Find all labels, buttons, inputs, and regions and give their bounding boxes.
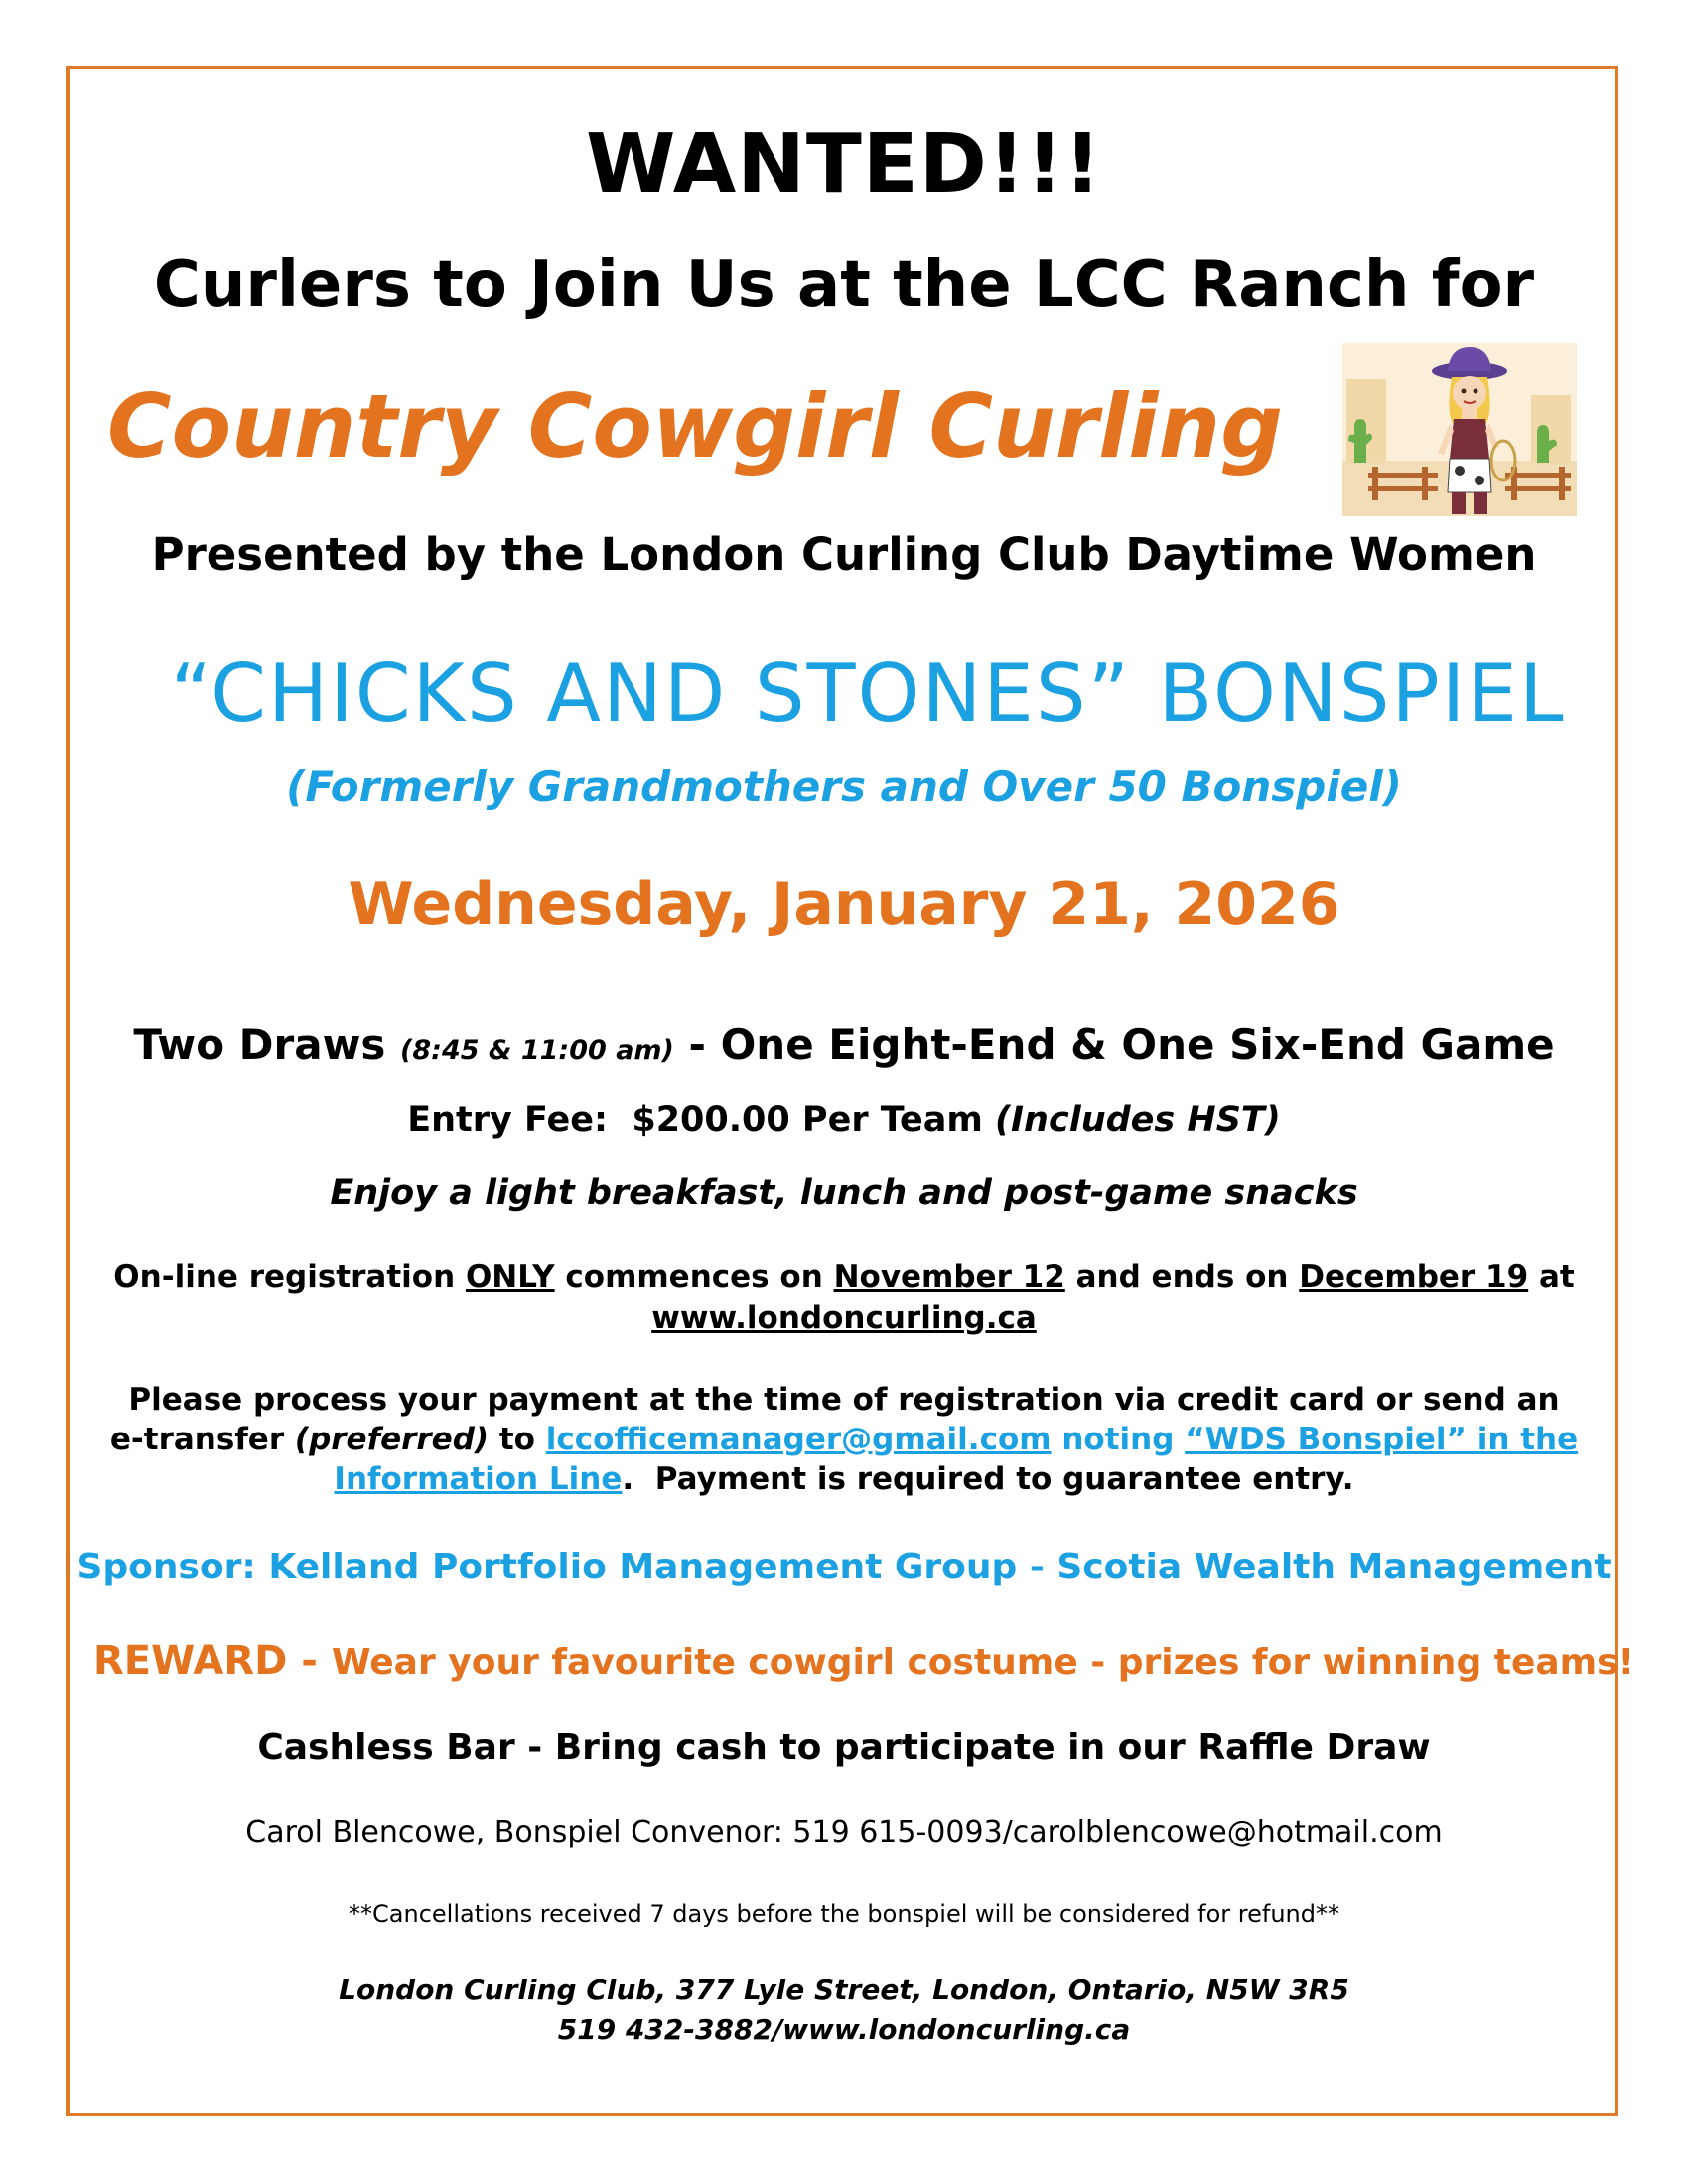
to-text: to <box>489 1422 546 1457</box>
payment-line-3 <box>0 1461 1688 1497</box>
reward-label: REWARD - <box>92 1638 332 1684</box>
formerly-note: (Formerly Grandmothers and Over 50 Bonspiel) <box>286 762 1402 811</box>
registration-end-date: December 19 <box>1299 1259 1529 1295</box>
preferred-note: (preferred) <box>294 1422 490 1457</box>
registration-line <box>0 1259 1688 1295</box>
entry-fee <box>0 1100 1688 1140</box>
payment-required-text: . Payment is required to guarantee entry. <box>622 1461 1354 1497</box>
cowgirl-illustration <box>1342 343 1577 516</box>
registration-only: ONLY <box>465 1259 555 1295</box>
draw-games: One Eight-End & One Six-End Game <box>720 1021 1555 1069</box>
office-email-link[interactable]: lccofficemanager@gmail.com <box>545 1422 1052 1457</box>
registration-text-2: commences on <box>554 1259 834 1295</box>
fee-label: Entry Fee: $200.00 Per Team <box>407 1100 996 1140</box>
convenor-contact: Carol Blencowe, Bonspiel Convenor: 519 615-0093/carolblencowe@hotmail.com <box>245 1815 1443 1849</box>
payment-line-1: Please process your payment at the time of registration via credit card or send an <box>128 1382 1560 1418</box>
reward-line <box>20 1638 1688 1684</box>
presented-by: Presented by the London Curling Club Daytime Women <box>151 528 1537 581</box>
fee-note: (Includes HST) <box>995 1100 1281 1140</box>
registration-url[interactable]: www.londoncurling.ca <box>651 1300 1037 1336</box>
e-transfer-text: e-transfer <box>109 1422 295 1457</box>
information-line-link[interactable]: Information Line <box>334 1461 623 1497</box>
sponsor-line: Sponsor: Kelland Portfolio Management Group - Scotia Wealth Management <box>76 1547 1612 1587</box>
registration-text-3: and ends on <box>1064 1259 1300 1295</box>
subheadline: Curlers to Join Us at the LCC Ranch for <box>153 248 1535 322</box>
headline: WANTED!!! <box>585 117 1103 211</box>
draws-info <box>0 1021 1688 1069</box>
registration-text-4: at <box>1528 1259 1575 1295</box>
club-contact: 519 432-3882/www.londoncurling.ca <box>557 2013 1131 2046</box>
reward-text: Wear your favourite cowgirl costume - prizes for winning teams! <box>331 1642 1635 1683</box>
draw-times: (8:45 & 11:00 am) <box>400 1035 674 1066</box>
noting-text: noting <box>1051 1422 1186 1457</box>
cashless-bar-note: Cashless Bar - Bring cash to participate in our Raffle Draw <box>257 1727 1431 1768</box>
registration-url-line <box>0 1300 1688 1336</box>
wds-bonspiel-link[interactable]: “WDS Bonspiel” in the <box>1185 1422 1579 1457</box>
draws-label: Two Draws <box>133 1021 386 1069</box>
event-name: Country Cowgirl Curling <box>107 375 1284 478</box>
payment-line-2 <box>0 1422 1688 1457</box>
cancellation-policy: **Cancellations received 7 days before the bonspiel will be considered for refund** <box>349 1900 1339 1928</box>
breakfast-note: Enjoy a light breakfast, lunch and post-game snacks <box>330 1173 1358 1213</box>
bonspiel-title: “CHICKS AND STONES” BONSPIEL <box>170 647 1566 740</box>
registration-text: On-line registration <box>113 1259 466 1295</box>
registration-start-date: November 12 <box>833 1259 1065 1295</box>
draws-separator: - <box>673 1021 721 1069</box>
club-address: London Curling Club, 377 Lyle Street, London, Ontario, N5W 3R5 <box>339 1974 1349 2006</box>
event-date: Wednesday, January 21, 2026 <box>348 870 1340 939</box>
